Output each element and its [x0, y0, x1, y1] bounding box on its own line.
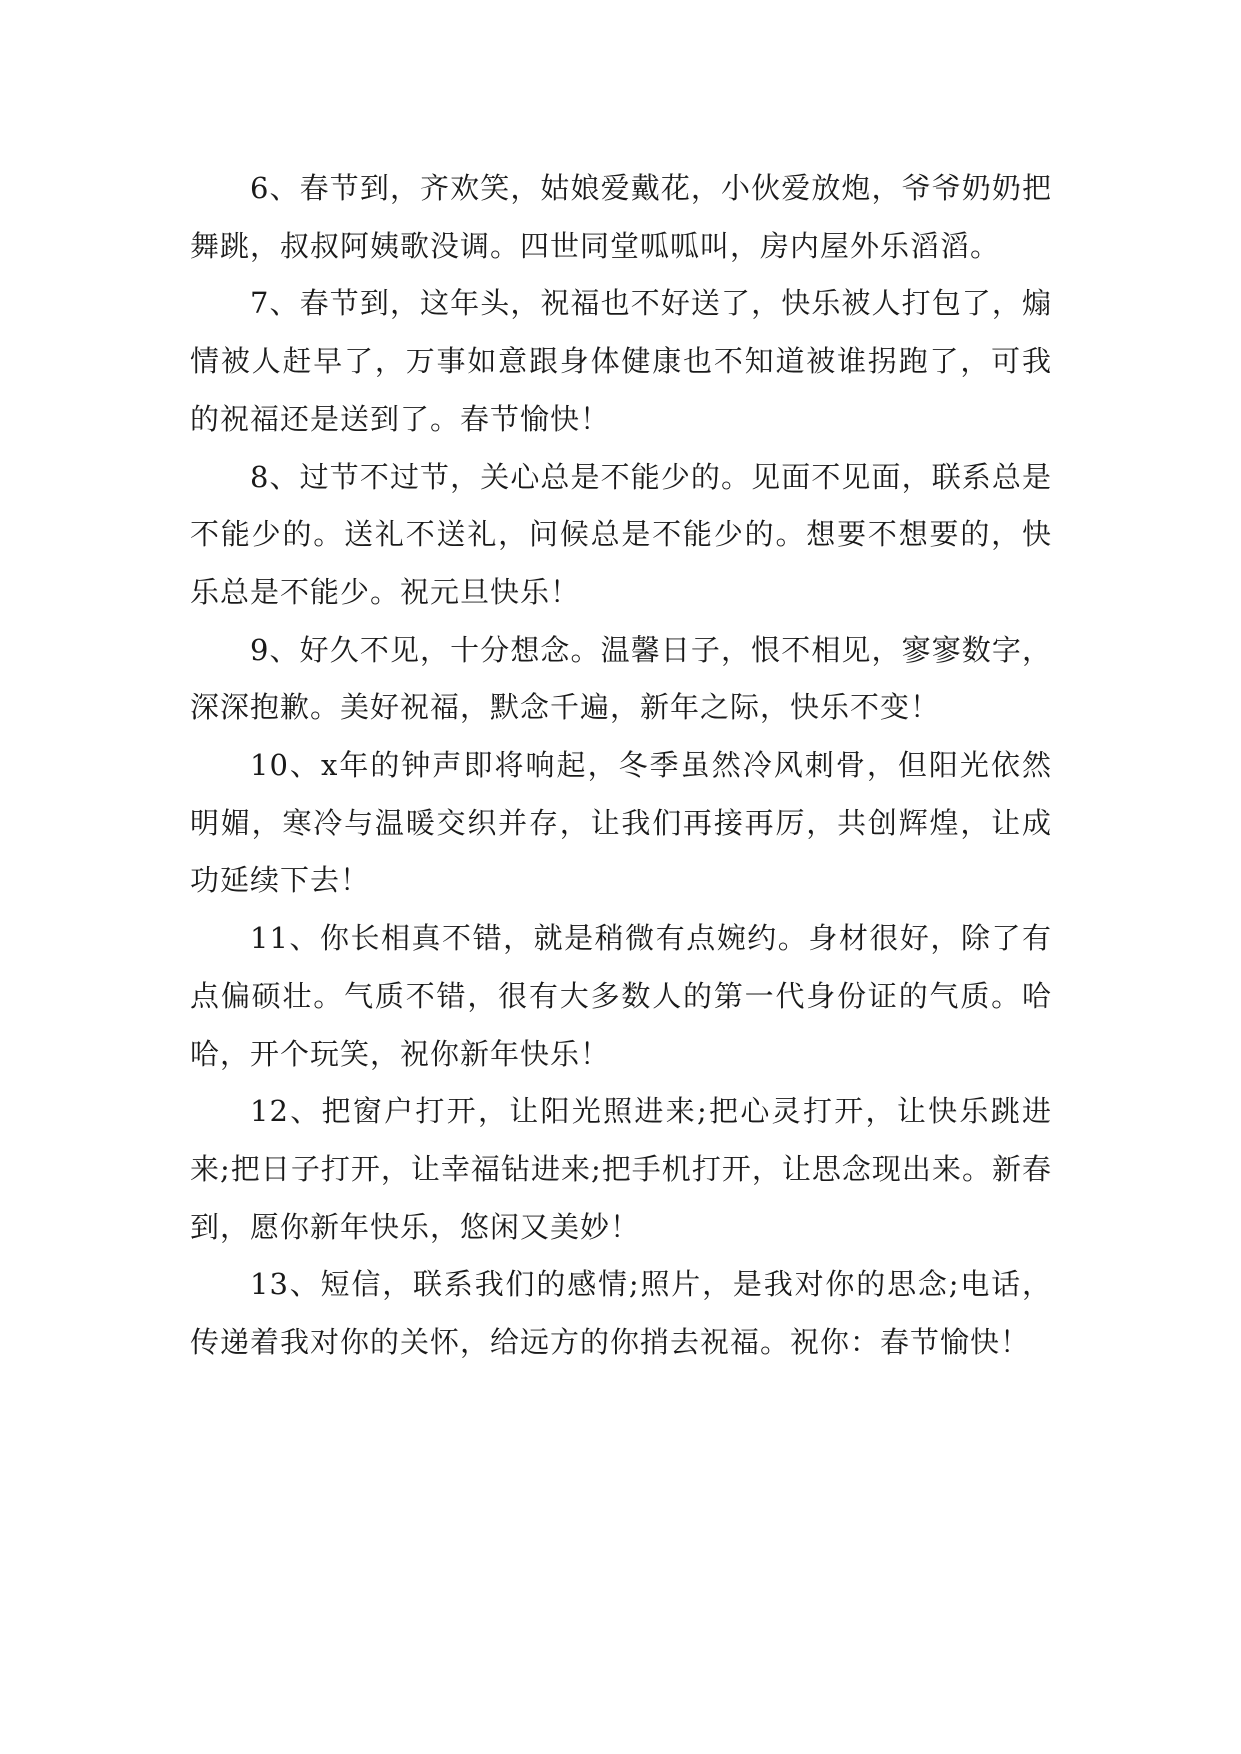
paragraph-7: 7、春节到，这年头，祝福也不好送了，快乐被人打包了，煽情被人赶早了，万事如意跟身体健康也不知道被谁拐跑了，可我的祝福还是送到了。春节愉快！ — [190, 286, 1052, 436]
paragraph-6: 6、春节到，齐欢笑，姑娘爱戴花，小伙爱放炮，爷爷奶奶把舞跳，叔叔阿姨歌没调。四世同堂呱呱叫，房内屋外乐滔滔。 — [190, 171, 1052, 263]
paragraph-12: 12、把窗户打开，让阳光照进来;把心灵打开，让快乐跳进来;把日子打开，让幸福钻进来;把手机打开，让思念现出来。新春到，愿你新年快乐，悠闲又美妙！ — [190, 1094, 1052, 1244]
paragraph-13: 13、短信，联系我们的感情;照片，是我对你的思念;电话，传递着我对你的关怀，给远方的你捎去祝福。祝你：春节愉快！ — [190, 1267, 1052, 1360]
paragraph-11: 11、你长相真不错，就是稍微有点婉约。身材很好，除了有点偏硕壮。气质不错，很有大多数人的第一代身份证的气质。哈哈，开个玩笑，祝你新年快乐！ — [190, 921, 1052, 1071]
paragraph-10: 10、x年的钟声即将响起，冬季虽然冷风刺骨，但阳光依然明媚，寒冷与温暖交织并存，让我们再接再厉，共创辉煌，让成功延续下去！ — [190, 748, 1052, 898]
document-body — [190, 160, 1052, 1372]
paragraph-9: 9、好久不见，十分想念。温馨日子，恨不相见，寥寥数字，深深抱歉。美好祝福，默念千遍，新年之际，快乐不变！ — [190, 632, 1052, 725]
paragraph-8: 8、过节不过节，关心总是不能少的。见面不见面，联系总是不能少的。送礼不送礼，问候总是不能少的。想要不想要的，快乐总是不能少。祝元旦快乐！ — [190, 459, 1052, 609]
